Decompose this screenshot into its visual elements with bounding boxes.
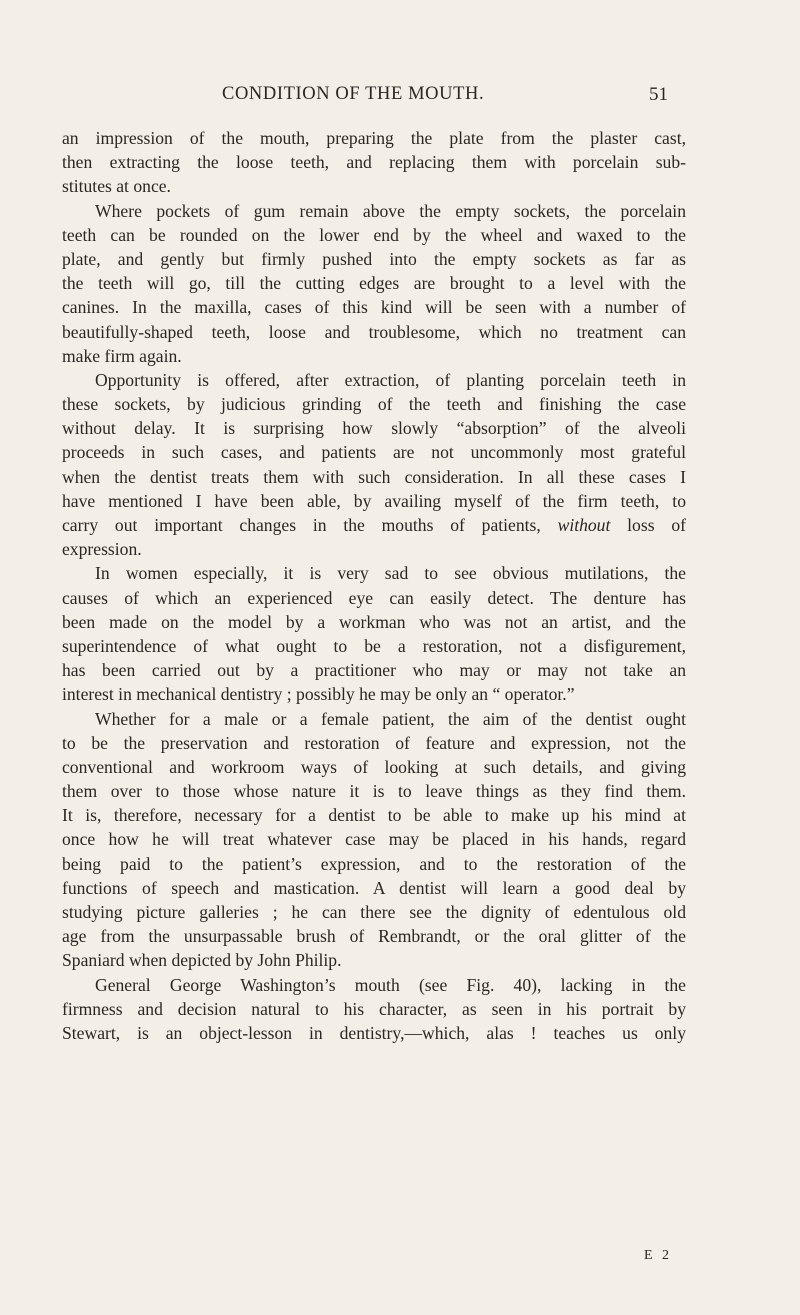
page-number: 51 bbox=[649, 84, 668, 105]
text-line: to be the preservation and restoration of feature and expression, not the bbox=[62, 732, 686, 753]
text-line: carry out important changes in the mouths of patients, without loss of bbox=[62, 515, 686, 535]
signature-mark: E 2 bbox=[644, 1248, 673, 1263]
text-line: once how he will treat whatever case may be placed in his hands, regard bbox=[62, 829, 686, 850]
text-line: Spaniard when depicted by John Philip. bbox=[62, 950, 342, 971]
text-line: without delay. It is surprising how slowly “absorption” of the alveoli bbox=[62, 418, 686, 439]
body-text bbox=[62, 126, 686, 1045]
text-line: plate, and gently but firmly pushed into the empty sockets as far as bbox=[62, 248, 686, 269]
text-line: make firm again. bbox=[62, 345, 182, 366]
text-line: the teeth will go, till the cutting edges are brought to a level with the bbox=[62, 273, 686, 294]
text-line: beautifully-shaped teeth, loose and troublesome, which no treatment can bbox=[62, 321, 686, 342]
text-line: superintendence of what ought to be a restoration, not a disfigurement, bbox=[62, 635, 686, 656]
text-line: In women especially, it is very sad to see obvious mutilations, the bbox=[95, 563, 686, 584]
text-line: stitutes at once. bbox=[62, 176, 171, 197]
text-line: has been carried out by a practitioner who may or may not take an bbox=[62, 660, 686, 681]
text-line: functions of speech and mastication. A dentist will learn a good deal by bbox=[62, 877, 686, 898]
text-line: expression. bbox=[62, 539, 142, 560]
text-line: been made on the model by a workman who was not an artist, and the bbox=[62, 611, 686, 632]
text-line: age from the unsurpassable brush of Rembrandt, or the oral glitter of the bbox=[62, 926, 686, 947]
running-head bbox=[62, 84, 668, 108]
text-line: them over to those whose nature it is to leave things as they find them. bbox=[62, 781, 686, 802]
text-line: causes of which an experienced eye can easily detect. The denture has bbox=[62, 587, 686, 608]
text-line: have mentioned I have been able, by availing myself of the firm teeth, to bbox=[62, 490, 686, 511]
text-line: conventional and workroom ways of looking at such details, and giving bbox=[62, 756, 686, 777]
text-line: Opportunity is offered, after extraction, of planting porcelain teeth in bbox=[95, 369, 686, 390]
text-line: canines. In the maxilla, cases of this kind will be seen with a number of bbox=[62, 297, 686, 318]
text-line: It is, therefore, necessary for a dentist to be able to make up his mind at bbox=[62, 805, 686, 826]
running-head-title: CONDITION OF THE MOUTH. bbox=[222, 84, 485, 104]
text-line: Whether for a male or a female patient, the aim of the dentist ought bbox=[95, 708, 686, 729]
text-line: then extracting the loose teeth, and replacing them with porcelain sub- bbox=[62, 152, 686, 173]
text-line: teeth can be rounded on the lower end by the wheel and waxed to the bbox=[62, 224, 686, 245]
text-line: these sockets, by judicious grinding of the teeth and finishing the case bbox=[62, 394, 686, 415]
text-line: interest in mechanical dentistry ; possibly he may be only an “ operator.” bbox=[62, 684, 575, 705]
text-line: Stewart, is an object-lesson in dentistry,—which, alas ! teaches us only bbox=[62, 1022, 686, 1043]
text-line: studying picture galleries ; he can there see the dignity of edentulous old bbox=[62, 902, 686, 922]
text-line: proceeds in such cases, and patients are not uncommonly most grateful bbox=[62, 442, 686, 463]
text-line: when the dentist treats them with such consideration. In all these cases I bbox=[62, 466, 686, 487]
text-line: Where pockets of gum remain above the empty sockets, the porcelain bbox=[95, 200, 686, 221]
text-line: firmness and decision natural to his character, as seen in his portrait by bbox=[62, 998, 686, 1019]
text-line: an impression of the mouth, preparing the plate from the plaster cast, bbox=[62, 128, 686, 148]
italic-word: without bbox=[557, 515, 611, 535]
text-line: being paid to the patient’s expression, and to the restoration of the bbox=[62, 853, 686, 874]
text-line: General George Washington’s mouth (see Fig. 40), lacking in the bbox=[95, 974, 686, 995]
